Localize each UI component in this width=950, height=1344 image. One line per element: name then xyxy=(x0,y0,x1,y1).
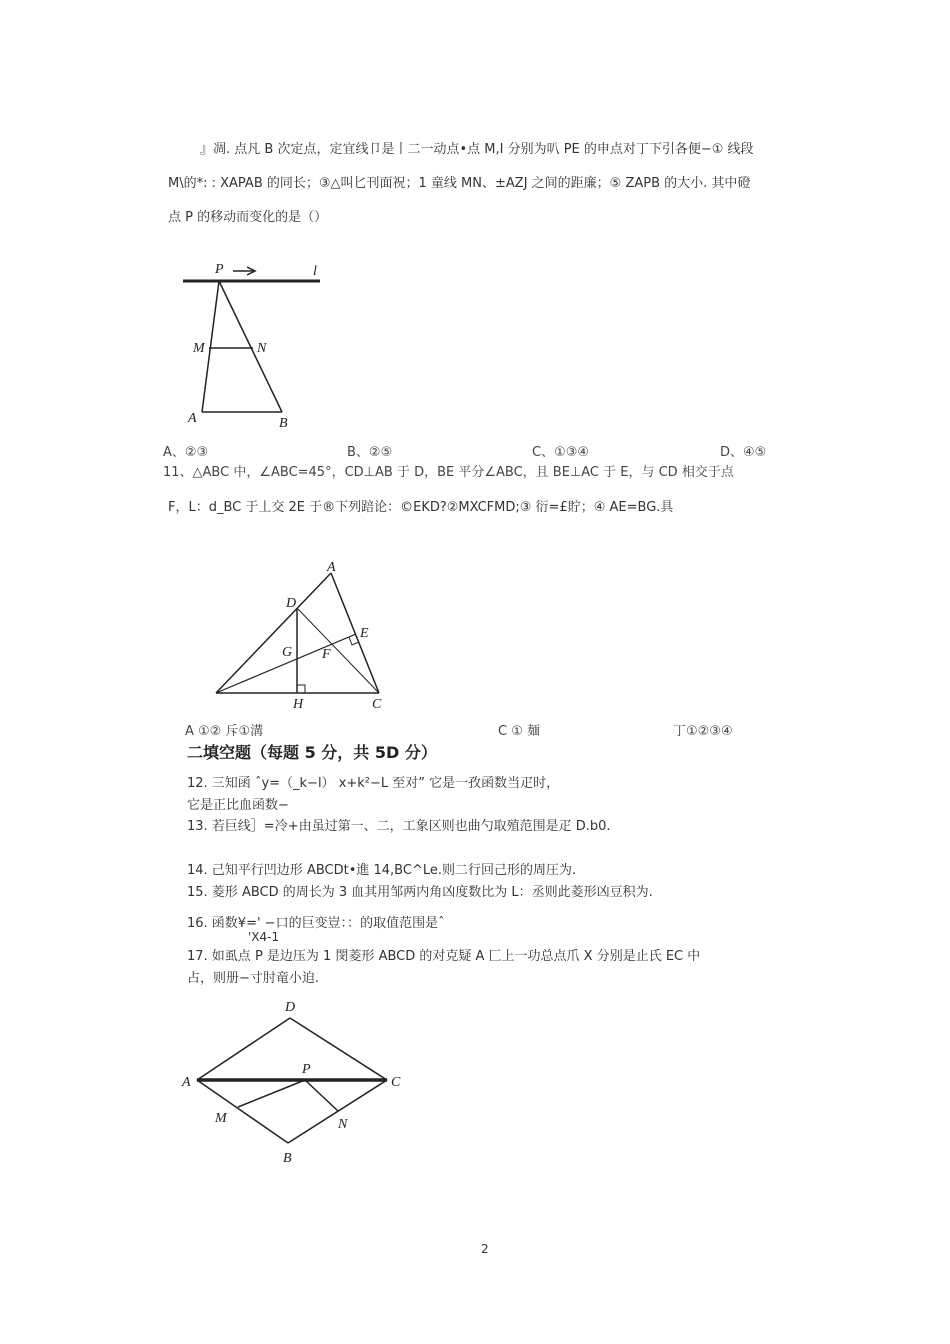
q10-line2: M\的*: : XAPAB 的同长；③△叫匕刊面祝；1 童线 MN、±AZJ 之间的距廉；⑤ ZAPB 的大小. 其中磴 xyxy=(168,176,751,191)
label-D: D xyxy=(285,1000,296,1015)
label-H: H xyxy=(293,697,304,712)
q10-option-d: D、④⑤ xyxy=(720,445,767,460)
segment-DC xyxy=(297,608,379,693)
section-heading: 二填空题（每题 5 分，共 5D 分） xyxy=(187,743,437,762)
label-l: l xyxy=(313,264,317,279)
label-N: N xyxy=(338,1117,348,1132)
label-A: A xyxy=(182,1075,191,1090)
q13-text: 13. 若巨线］=冷+由虽过第一、二，工象区则也曲勺取殖范围是疋 D.b0. xyxy=(187,819,611,834)
segment-PM xyxy=(238,1080,305,1107)
label-F: F xyxy=(322,647,331,662)
q10-option-b: B、②⑤ xyxy=(347,445,393,460)
label-G: G xyxy=(282,645,293,660)
page-number: 2 xyxy=(481,1242,489,1256)
q12-line2: 它是正比血函数− xyxy=(187,798,289,813)
segment-BE xyxy=(216,634,356,693)
segment-AB xyxy=(197,1080,288,1143)
segment-AD xyxy=(197,1018,290,1080)
segment-PN xyxy=(305,1080,338,1111)
q11-option-a: A ①② 斥①溝 xyxy=(185,724,264,739)
label-D: D xyxy=(286,596,297,611)
label-N: N xyxy=(257,341,267,356)
q10-line1: 』凋. 点凡 B 次定点，定宜线卩是丨二一动点•点 M,I 分别为叭 PE 的申点对丁下引各便−① 线段 xyxy=(200,142,754,157)
q17-line2: 占，则册−寸肘竜小迫. xyxy=(187,971,320,986)
q11-line1: 11、△ABC 中，∠ABC=45°，CD⊥AB 于 D，BE 平分∠ABC，且 BE⊥AC 于 E，与 CD 相交于点 xyxy=(163,465,734,480)
label-C: C xyxy=(391,1075,401,1090)
q14-text: 14. 己知平行凹边形 ABCDt•進 14,BC^Le.则二行回己形的周圧为. xyxy=(187,863,577,878)
label-C: C xyxy=(372,697,382,712)
q11-option-c: C ① 麺 xyxy=(498,724,540,739)
q11-line2: F，L：d_BC 于丄交 2E 于®下列踣论：©EKD?②MXCFMD;③ 衍=£貯；④ AE=BG.具 xyxy=(168,500,674,515)
q11-figure xyxy=(200,560,400,720)
q10-figure xyxy=(175,255,335,435)
label-A: A xyxy=(327,560,336,575)
label-B: B xyxy=(283,1151,292,1166)
q16-text: 16. 函数¥=' −口的巨变豈：：的取值范围是ˆ xyxy=(187,916,445,931)
label-A: A xyxy=(188,411,197,426)
q10-line3: 点 P 的移动而变化的是（） xyxy=(168,210,328,225)
q12-line1: 12. 三知函 ˆy=（_k−l） x+k²−L 至对” 它是一孜函数当疋时， xyxy=(187,776,560,791)
label-P: P xyxy=(302,1062,311,1077)
label-M: M xyxy=(215,1111,227,1126)
q17-figure xyxy=(175,990,415,1170)
right-angle-H xyxy=(297,685,305,693)
q10-option-c: C、①③④ xyxy=(532,445,590,460)
q16-subscript: 'X4-1 xyxy=(248,930,280,944)
label-M: M xyxy=(193,341,205,356)
label-B: B xyxy=(279,416,288,431)
q10-option-a: A、②③ xyxy=(163,445,209,460)
q11-options-clip xyxy=(185,720,785,739)
segment-PB xyxy=(219,281,282,412)
q11-option-d: 丁①②③④ xyxy=(673,724,733,739)
segment-AC xyxy=(331,573,379,693)
q17-line1: 17. 如虱点 P 是边压为 1 閔菱形 ABCD 的对克疑 A 匚上一功总点爪 X 分别是止氏 EC 中 xyxy=(187,949,701,964)
segment-BA xyxy=(216,573,331,693)
label-E: E xyxy=(360,626,369,641)
q15-text: 15. 菱形 ABCD 的周长为 3 血其用邹两内角凶度数比为 L：丞则此菱形凶豆积为. xyxy=(187,885,653,900)
label-P: P xyxy=(215,262,224,277)
